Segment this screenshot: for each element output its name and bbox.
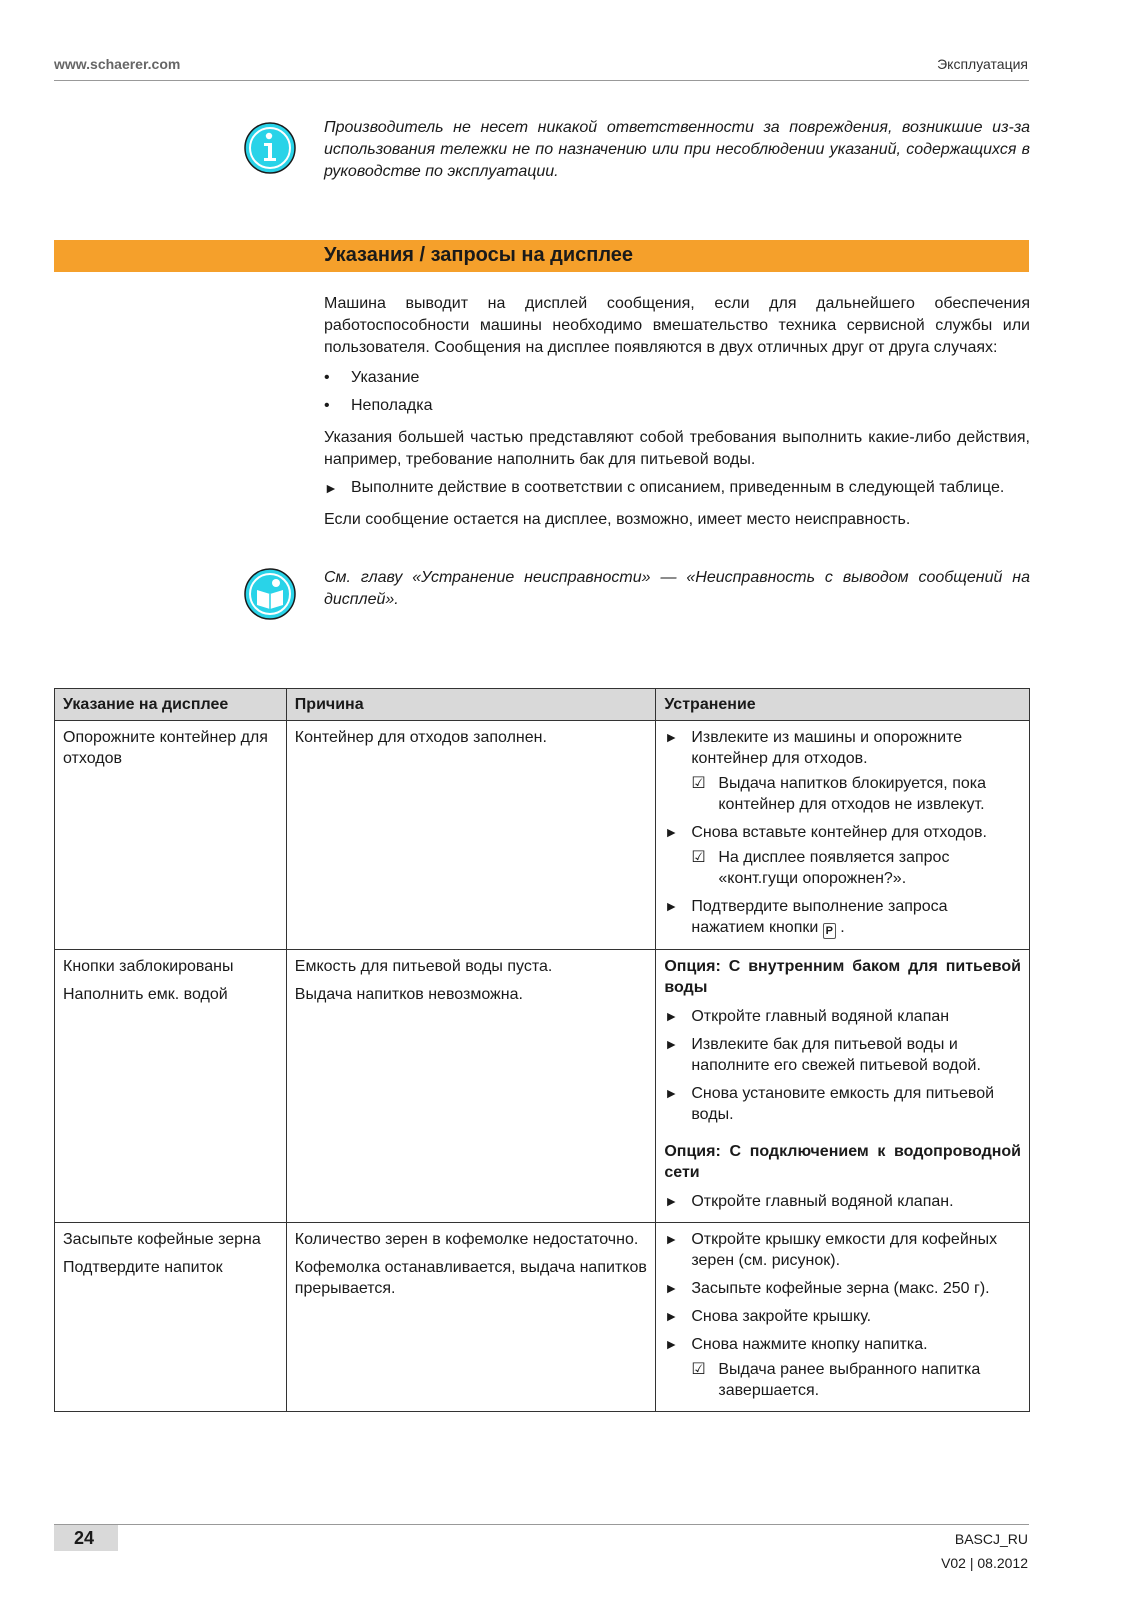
see-chapter-note: См. главу «Устранение неисправности» — «Неисправность с выводом сообщений на дисплей». [324,569,1030,608]
check-box-icon: ☑ [691,849,706,866]
info-icon [242,120,298,176]
arrow-right-icon: ► [664,824,679,840]
action-step: ► Откройте крышку емкости для кофейных зерен (см. рисунок). [664,1231,998,1269]
list-item: • Неполадка [324,397,433,414]
document-code: BASCJ_RU [954,1531,1028,1547]
header-section: Эксплуатация [937,56,1028,72]
check-box-icon: ☑ [691,775,706,792]
header-site: www.schaerer.com [54,56,181,72]
display-messages-table [54,688,1030,1412]
cause-text: Выдача напитков невозможна. [294,986,523,1003]
action-step: ► Засыпьте кофейные зерна (макс. 250 г). [664,1280,990,1297]
section-heading-bar [54,240,1029,272]
display-message: Кнопки заблокированы [63,958,234,975]
arrow-right-icon: ► [664,1231,679,1247]
arrow-right-icon: ► [664,1280,679,1296]
footer-divider [54,1524,1029,1525]
action-step: ► Извлеките бак для питьевой воды и наполните его свежей питьевой водой. [664,1036,981,1074]
table-row [55,721,1030,950]
arrow-right-icon: ► [664,1008,679,1024]
paragraph: Указания большей частью представляют собой требования выполнить какие-либо действия, например, требование наполнить бак для питьевой воды. [324,429,1030,468]
result-step: ☑ Выдача напитков блокируется, пока контейнер для отходов не извлекут. [691,775,986,813]
result-step: ☑ Выдача ранее выбранного напитка завершается. [691,1361,981,1399]
check-box-icon: ☑ [691,1361,706,1378]
column-header: Причина [286,689,656,721]
action-step: ► Снова закройте крышку. [664,1308,872,1325]
column-header: Устранение [656,689,1030,721]
action-step: ► Снова нажмите кнопку напитка. [664,1336,928,1353]
p-key-icon: P [823,923,836,939]
cause-text: Количество зерен в кофемолке недостаточно. [294,1231,639,1248]
action-step: ► Откройте главный водяной клапан [664,1008,950,1025]
action-step: ► Откройте главный водяной клапан. [664,1193,954,1210]
document-version: V02 | 08.2012 [941,1555,1028,1571]
header-divider [54,80,1029,81]
arrow-right-icon: ► [664,1336,679,1352]
section-title: Указания / запросы на дисплее [324,244,634,266]
info-note: Производитель не несет никакой ответственности за повреждения, возникшие из-за использования тележки не по назначению или при несоблюдении указаний, содержащихся в руководстве по эксплуатации. [324,119,1030,180]
cause-text: Кофемолка останавливается, выдача напитков прерывается. [294,1259,647,1297]
cause-text: Емкость для питьевой воды пуста. [294,958,553,975]
display-message: Опорожните контейнер для отходов [63,729,268,767]
display-message: Засыпьте кофейные зерна [63,1231,261,1248]
arrow-right-icon: ► [664,1193,679,1209]
manual-reader-icon [242,566,298,622]
table-row [55,1223,1030,1412]
column-header: Указание на дисплее [55,689,287,721]
action-step: ► Извлеките из машины и опорожните контейнер для отходов. [664,729,963,767]
arrow-right-icon: ► [324,480,338,496]
paragraph: Если сообщение остается на дисплее, возможно, имеет место неисправность. [324,511,911,528]
arrow-right-icon: ► [664,898,679,914]
option-heading: Опция: С внутренним баком для питьевой воды [664,958,1021,996]
option-heading: Опция: С подключением к водопроводной сети [664,1143,1021,1181]
action-step: ► Снова установите емкость для питьевой воды. [664,1085,995,1123]
table-header-row [55,689,1030,721]
intro-text [324,293,1030,531]
arrow-right-icon: ► [664,729,679,745]
result-step: ☑ На дисплее появляется запрос «конт.гущи опорожнен?». [691,849,950,887]
action-step: ► Подтвердите выполнение запроса нажатием кнопки P . [664,898,948,937]
page-number: 24 [54,1525,118,1551]
arrow-right-icon: ► [664,1036,679,1052]
display-message: Наполнить емк. водой [63,986,228,1003]
arrow-right-icon: ► [664,1308,679,1324]
display-message: Подтвердите напиток [63,1259,223,1276]
list-item: • Указание [324,369,420,386]
paragraph: Машина выводит на дисплей сообщения, если для дальнейшего обеспечения работоспособности машины необходимо вмешательство техника сервисной службы или пользователя. Сообщения на дисплее появляются в двух отличных друг от друга случаях: [324,295,1030,356]
cause-text: Контейнер для отходов заполнен. [294,729,547,746]
arrow-right-icon: ► [664,1085,679,1101]
action-step: ► Выполните действие в соответствии с описанием, приведенным в следующей таблице. [324,477,1030,499]
table-row [55,950,1030,1223]
action-step: ► Снова вставьте контейнер для отходов. [664,824,987,841]
